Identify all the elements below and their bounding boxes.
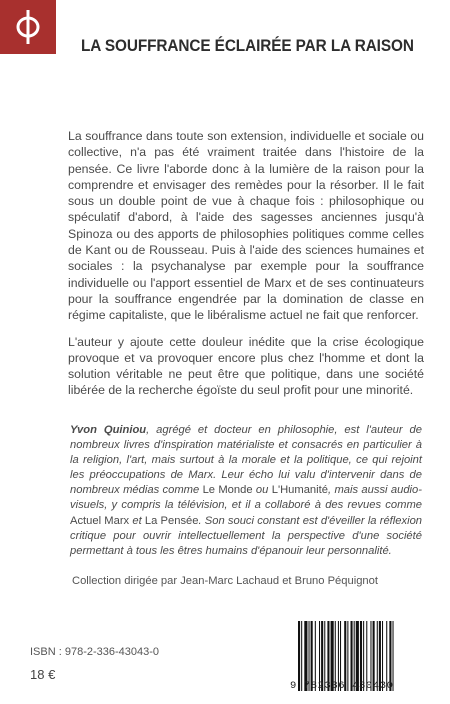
bio-text-1: , agrégé et docteur en philosophie, est l'auteur de nombreux livres d'inspiration matérialiste et consacrés en particulier à la religion, l'art, mais surtout à la morale et la politique, ce qui rejoint les préoccupations de Marx. Leur écho lui valu d'intervenir dans de nombreux médias comme xyxy=(70,424,422,497)
isbn: ISBN : 978-2-336-43043-0 xyxy=(30,646,160,658)
bio-media-2: L'Humanité xyxy=(271,484,328,497)
bio-text-3: , mais aussi audio-visuels, y compris la télévision, et il a collaboré à des revues comme xyxy=(70,484,422,512)
phi-logo-icon xyxy=(13,8,43,46)
author-bio xyxy=(70,423,422,559)
bio-text-2: ou xyxy=(252,484,272,497)
book-title: LA SOUFFRANCE ÉCLAIRÉE PAR LA RAISON xyxy=(81,37,414,55)
bio-text-4: et xyxy=(129,514,145,527)
author-name: Yvon Quiniou xyxy=(70,424,147,436)
bio-media-3: Actuel Marx xyxy=(70,514,130,527)
blurb xyxy=(68,128,424,409)
bio-text-5: . Son souci constant est d'éveiller la réflexion critique pour ouvrir intellectuellement la perspective d'une société permettant à tous les êtres humains d'épanouir leur personnalité. xyxy=(70,514,423,557)
price: 18 € xyxy=(30,667,56,682)
blurb-paragraph-1: La souffrance dans toute son extension, individuelle et sociale ou collective, n'a pas été vraiment traitée dans l'histoire de la pensée. Ce livre l'aborde donc à la lumière de la raison pour la comprendre et envisager des remèdes pour la résorber. Il le fait sous un double point de vue à chaque fois : philosophique ou spéculatif d'abord, à l'aide des sagesses anciennes jusqu'à Spinoza ou des apports de philosophies politiques comme celles de Kant ou de Rousseau. Puis à l'aide des sciences humaines et sociales : la psychanalyse par exemple pour la souffrance individuelle ou l'apport essentiel de Marx et de ses continuateurs pour la souffrance engendrée par la domination de classe en régime capitaliste, que le libéralisme actuel ne fait que renforcer. xyxy=(68,129,424,323)
barcode-digits: 9 782336 430430 xyxy=(290,680,394,692)
bio-media-4: La Pensée xyxy=(144,514,199,527)
publisher-logo xyxy=(0,0,56,54)
bio-media-1: Le Monde xyxy=(202,484,253,497)
collection-credit: Collection dirigée par Jean-Marc Lachaud et Bruno Péquignot xyxy=(72,575,378,587)
blurb-paragraph-2: L'auteur y ajoute cette douleur inédite que la crise écologique provoque et va provoquer encore plus chez l'homme et dont la solution véritable ne peut être que politique, dans une société libérée de la recherche égoïste du seul profit pour une minorité. xyxy=(68,334,424,398)
